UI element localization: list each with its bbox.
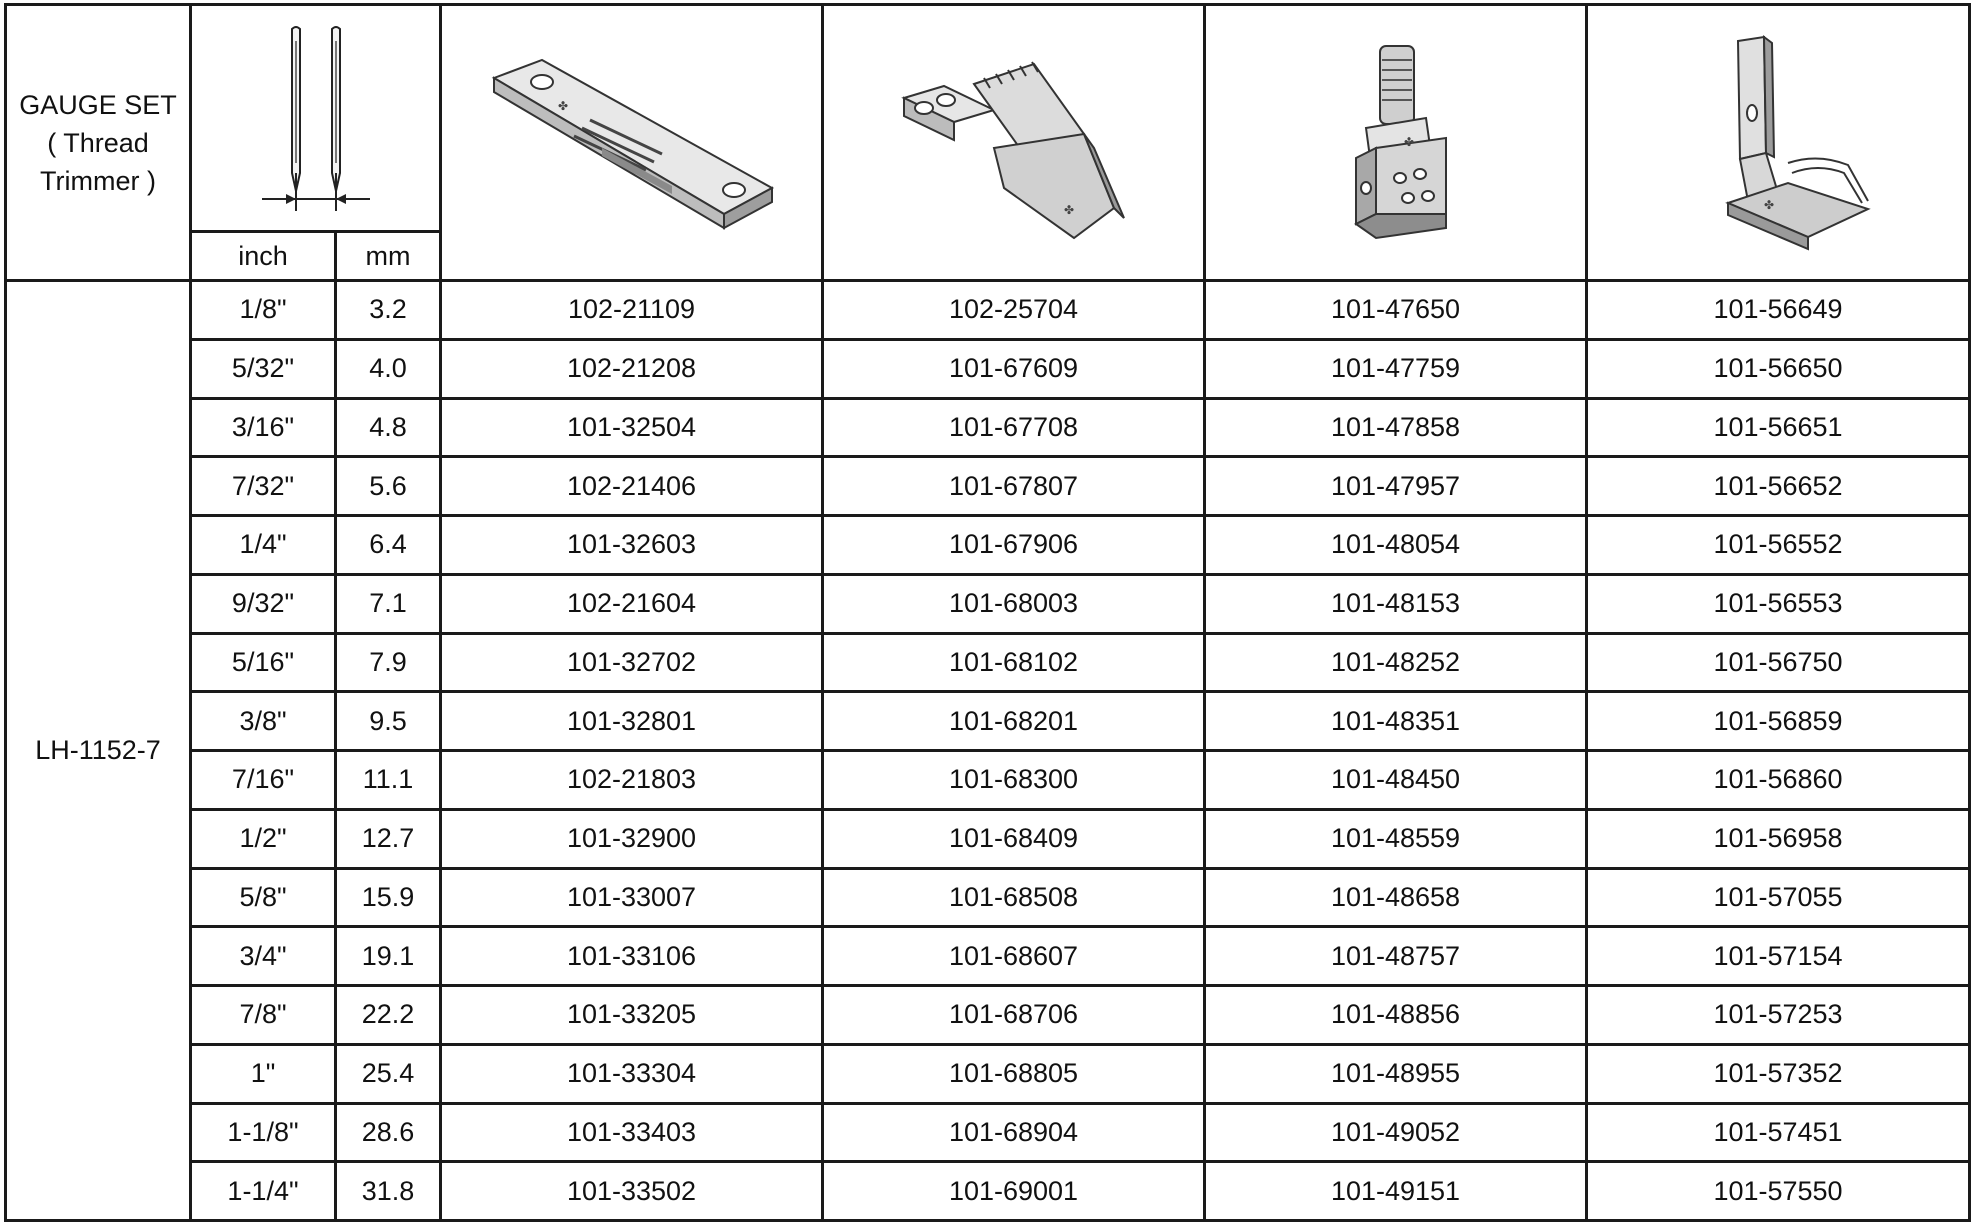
svg-text:✤: ✤ — [1063, 202, 1074, 217]
table-row — [6, 281, 1970, 340]
mm-cell: 6.4 — [336, 516, 441, 575]
inch-cell: 7/16" — [191, 751, 336, 810]
needle-plate-part-cell: 101-33304 — [441, 1044, 823, 1103]
needle-plate-header — [441, 5, 823, 281]
needle-plate-part-cell: 101-33106 — [441, 927, 823, 986]
needle-clamp-part-cell: 101-48054 — [1205, 516, 1587, 575]
inch-cell: 1" — [191, 1044, 336, 1103]
needle-plate-icon — [472, 38, 792, 248]
table-row — [6, 1162, 1970, 1221]
inch-cell: 5/8" — [191, 868, 336, 927]
feed-dog-part-cell: 101-68201 — [823, 692, 1205, 751]
feed-dog-part-cell: 101-68300 — [823, 751, 1205, 810]
mm-cell: 25.4 — [336, 1044, 441, 1103]
needle-plate-part-cell: 101-33205 — [441, 986, 823, 1045]
needle-plate-part-cell: 102-21406 — [441, 457, 823, 516]
mm-cell: 4.0 — [336, 339, 441, 398]
inch-cell: 3/4" — [191, 927, 336, 986]
feed-dog-part-cell: 101-67708 — [823, 398, 1205, 457]
table-row — [6, 398, 1970, 457]
mm-cell: 4.8 — [336, 398, 441, 457]
presser-foot-part-cell: 101-56958 — [1587, 809, 1970, 868]
needle-plate-part-cell: 102-21208 — [441, 339, 823, 398]
inch-cell: 5/16" — [191, 633, 336, 692]
title-line-2: ( Thread — [47, 127, 149, 158]
presser-foot-part-cell: 101-57154 — [1587, 927, 1970, 986]
needle-plate-part-cell: 101-32801 — [441, 692, 823, 751]
mm-cell: 7.1 — [336, 574, 441, 633]
presser-foot-part-cell: 101-57550 — [1587, 1162, 1970, 1221]
mm-cell: 22.2 — [336, 986, 441, 1045]
table-row — [6, 516, 1970, 575]
needle-clamp-part-cell: 101-48252 — [1205, 633, 1587, 692]
gauge-set-table — [4, 3, 1971, 1222]
inch-cell: 7/8" — [191, 986, 336, 1045]
feed-dog-part-cell: 101-67906 — [823, 516, 1205, 575]
presser-foot-part-cell: 101-56650 — [1587, 339, 1970, 398]
inch-cell: 1-1/4" — [191, 1162, 336, 1221]
needle-clamp-icon — [1296, 38, 1496, 248]
feed-dog-part-cell: 101-68904 — [823, 1103, 1205, 1162]
title-line-1: GAUGE SET — [19, 89, 177, 120]
needle-clamp-part-cell: 101-48450 — [1205, 751, 1587, 810]
needle-clamp-header — [1205, 5, 1587, 281]
feed-dog-part-cell: 101-69001 — [823, 1162, 1205, 1221]
presser-foot-part-cell: 101-57253 — [1587, 986, 1970, 1045]
feed-dog-part-cell: 101-68409 — [823, 809, 1205, 868]
feed-dog-part-cell: 101-68003 — [823, 574, 1205, 633]
needle-clamp-part-cell: 101-47759 — [1205, 339, 1587, 398]
mm-cell: 28.6 — [336, 1103, 441, 1162]
table-row — [6, 633, 1970, 692]
table-row — [6, 574, 1970, 633]
inch-cell: 3/8" — [191, 692, 336, 751]
table-row — [6, 1044, 1970, 1103]
mm-cell: 19.1 — [336, 927, 441, 986]
inch-cell: 1/2" — [191, 809, 336, 868]
inch-cell: 5/32" — [191, 339, 336, 398]
mm-cell: 31.8 — [336, 1162, 441, 1221]
needle-clamp-part-cell: 101-49052 — [1205, 1103, 1587, 1162]
needle-plate-part-cell: 101-32702 — [441, 633, 823, 692]
title-line-3: Trimmer ) — [40, 165, 156, 196]
presser-foot-part-cell: 101-56750 — [1587, 633, 1970, 692]
needle-plate-part-cell: 102-21109 — [441, 281, 823, 340]
feed-dog-part-cell: 101-67609 — [823, 339, 1205, 398]
inch-cell: 1/4" — [191, 516, 336, 575]
needle-clamp-part-cell: 101-48856 — [1205, 986, 1587, 1045]
inch-cell: 3/16" — [191, 398, 336, 457]
presser-foot-part-cell: 101-56649 — [1587, 281, 1970, 340]
inch-cell: 7/32" — [191, 457, 336, 516]
presser-foot-part-cell: 101-56553 — [1587, 574, 1970, 633]
feed-dog-part-cell: 101-68805 — [823, 1044, 1205, 1103]
feed-dog-header — [823, 5, 1205, 281]
model-cell: LH-1152-7 — [6, 281, 191, 1221]
needle-clamp-part-cell: 101-48955 — [1205, 1044, 1587, 1103]
mm-cell: 3.2 — [336, 281, 441, 340]
mm-cell: 7.9 — [336, 633, 441, 692]
needle-clamp-part-cell: 101-47858 — [1205, 398, 1587, 457]
inch-column-header: inch — [191, 232, 336, 281]
presser-foot-part-cell: 101-57352 — [1587, 1044, 1970, 1103]
feed-dog-part-cell: 102-25704 — [823, 281, 1205, 340]
feed-dog-part-cell: 101-67807 — [823, 457, 1205, 516]
gauge-rows — [6, 281, 1970, 1221]
table-row — [6, 751, 1970, 810]
mm-cell: 5.6 — [336, 457, 441, 516]
table-row — [6, 1103, 1970, 1162]
mm-cell: 12.7 — [336, 809, 441, 868]
gauge-set-title — [6, 5, 191, 281]
feed-dog-part-cell: 101-68607 — [823, 927, 1205, 986]
presser-foot-icon — [1668, 33, 1888, 253]
needle-clamp-part-cell: 101-48559 — [1205, 809, 1587, 868]
presser-foot-part-cell: 101-56651 — [1587, 398, 1970, 457]
needle-plate-part-cell: 102-21803 — [441, 751, 823, 810]
needle-clamp-part-cell: 101-47957 — [1205, 457, 1587, 516]
table-row — [6, 457, 1970, 516]
needle-clamp-part-cell: 101-48153 — [1205, 574, 1587, 633]
mm-cell: 15.9 — [336, 868, 441, 927]
mm-cell: 11.1 — [336, 751, 441, 810]
needle-clamp-part-cell: 101-48658 — [1205, 868, 1587, 927]
svg-text:✤: ✤ — [1403, 134, 1414, 149]
svg-text:✤: ✤ — [557, 98, 568, 113]
presser-foot-part-cell: 101-56552 — [1587, 516, 1970, 575]
needle-gauge-icon — [256, 23, 376, 213]
needle-gauge-header — [191, 5, 441, 232]
presser-foot-part-cell: 101-56860 — [1587, 751, 1970, 810]
presser-foot-part-cell: 101-57451 — [1587, 1103, 1970, 1162]
table-row — [6, 927, 1970, 986]
table-row — [6, 692, 1970, 751]
table-row — [6, 986, 1970, 1045]
needle-plate-part-cell: 101-33502 — [441, 1162, 823, 1221]
feed-dog-part-cell: 101-68508 — [823, 868, 1205, 927]
mm-cell: 9.5 — [336, 692, 441, 751]
needle-plate-part-cell: 101-33403 — [441, 1103, 823, 1162]
presser-foot-part-cell: 101-57055 — [1587, 868, 1970, 927]
needle-plate-part-cell: 102-21604 — [441, 574, 823, 633]
needle-clamp-part-cell: 101-47650 — [1205, 281, 1587, 340]
needle-plate-part-cell: 101-33007 — [441, 868, 823, 927]
needle-plate-part-cell: 101-32504 — [441, 398, 823, 457]
feed-dog-icon — [884, 38, 1144, 248]
feed-dog-part-cell: 101-68102 — [823, 633, 1205, 692]
mm-column-header: mm — [336, 232, 441, 281]
inch-cell: 1/8" — [191, 281, 336, 340]
table-row — [6, 868, 1970, 927]
needle-clamp-part-cell: 101-49151 — [1205, 1162, 1587, 1221]
feed-dog-part-cell: 101-68706 — [823, 986, 1205, 1045]
table-row — [6, 809, 1970, 868]
needle-clamp-part-cell: 101-48757 — [1205, 927, 1587, 986]
inch-cell: 1-1/8" — [191, 1103, 336, 1162]
presser-foot-part-cell: 101-56859 — [1587, 692, 1970, 751]
needle-plate-part-cell: 101-32900 — [441, 809, 823, 868]
svg-text:✤: ✤ — [1764, 197, 1775, 212]
needle-clamp-part-cell: 101-48351 — [1205, 692, 1587, 751]
inch-cell: 9/32" — [191, 574, 336, 633]
presser-foot-header — [1587, 5, 1970, 281]
table-row — [6, 339, 1970, 398]
presser-foot-part-cell: 101-56652 — [1587, 457, 1970, 516]
needle-plate-part-cell: 101-32603 — [441, 516, 823, 575]
